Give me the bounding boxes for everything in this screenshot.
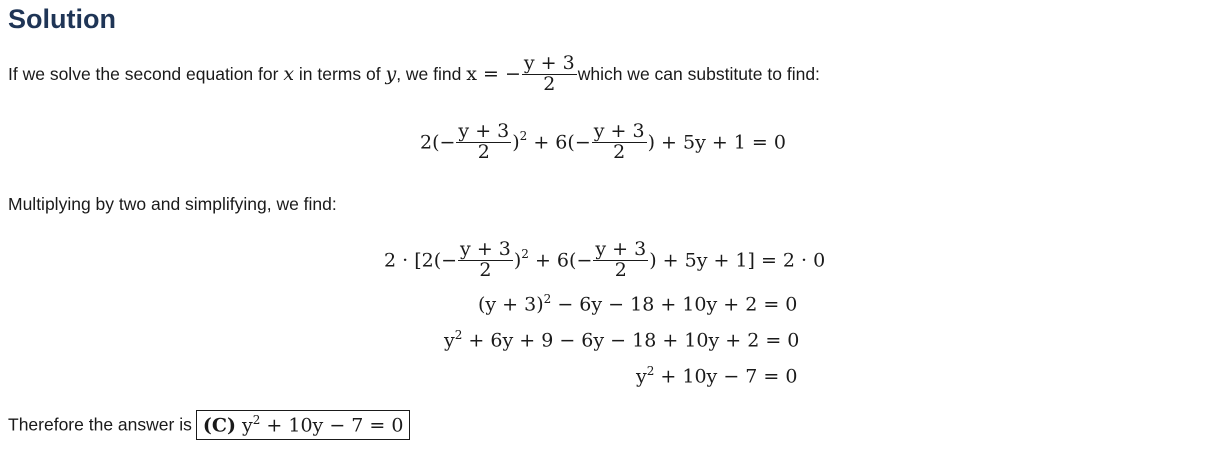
eq2-frac1-num: y + 3 — [460, 238, 511, 260]
eq2-fraction-1 — [458, 240, 513, 281]
eq1-frac2-num: y + 3 — [593, 120, 645, 142]
eq1-frac2-den: 2 — [613, 140, 626, 163]
intro-frac-num: y + 3 — [523, 52, 575, 74]
eq1-exponent: 2 — [519, 129, 528, 144]
eq3-exponent: 2 — [543, 292, 552, 306]
multiply-paragraph: Multiplying by two and simplifying, we find: — [8, 194, 337, 214]
eq2-part4: ) + 5y + 1] = 2 · 0 — [649, 249, 826, 272]
intro-expr-lhs: x = − — [466, 63, 521, 86]
intro-text-before: If we solve the second equation for — [8, 64, 284, 85]
answer-paragraph — [8, 410, 410, 440]
eq1-frac1-num: y + 3 — [458, 120, 510, 142]
equation-substitution — [420, 122, 786, 163]
answer-box — [196, 410, 411, 440]
intro-paragraph — [8, 54, 820, 100]
eq1-part4: ) + 5y + 1 = 0 — [647, 131, 786, 154]
var-x: x — [283, 63, 295, 86]
solution-heading: Solution — [8, 4, 116, 34]
eq2-frac1-den: 2 — [479, 258, 492, 281]
eq2-fraction-2 — [593, 240, 648, 281]
eq2-part3: + 6(− — [528, 249, 593, 272]
answer-lhs: y — [235, 414, 253, 437]
answer-exponent: 2 — [252, 413, 261, 427]
equation-distributed — [444, 328, 799, 351]
eq1-frac1-den: 2 — [477, 140, 490, 163]
intro-text-after: , we find — [396, 64, 467, 85]
eq2-exponent: 2 — [521, 247, 529, 262]
answer-choice: (C) — [202, 414, 236, 437]
intro-text-end: which we can substitute to find: — [577, 63, 820, 84]
eq1-fraction-1 — [456, 122, 511, 163]
eq1-part1: 2(− — [420, 131, 456, 154]
eq2-part2: ) — [513, 249, 522, 272]
var-y: y — [385, 63, 397, 86]
eq2-frac2-num: y + 3 — [595, 238, 647, 260]
eq4-rest: + 6y + 9 − 6y − 18 + 10y + 2 = 0 — [462, 329, 800, 352]
eq4-exponent: 2 — [454, 328, 463, 342]
intro-text-mid: in terms of — [294, 64, 386, 85]
eq5-lhs: y — [636, 365, 647, 388]
eq5-rest: + 10y − 7 = 0 — [654, 365, 798, 388]
eq2-part1: 2 · [2(− — [384, 249, 458, 272]
eq3-rest: − 6y − 18 + 10y + 2 = 0 — [551, 293, 798, 316]
eq5-exponent: 2 — [646, 364, 655, 378]
equation-multiplied — [384, 240, 825, 281]
equation-simplified — [636, 364, 797, 387]
answer-rest: + 10y − 7 = 0 — [260, 414, 404, 437]
eq1-part2: ) — [512, 131, 520, 154]
eq1-part3: + 6(− — [527, 131, 591, 154]
eq1-fraction-2 — [592, 122, 647, 163]
answer-text: Therefore the answer is — [8, 414, 192, 435]
equation-expanded — [478, 292, 797, 315]
eq4-lhs: y — [444, 329, 455, 352]
intro-frac-den: 2 — [543, 72, 556, 95]
eq3-lhs: (y + 3) — [478, 293, 544, 316]
eq2-frac2-den: 2 — [614, 258, 627, 281]
intro-fraction — [522, 54, 577, 95]
